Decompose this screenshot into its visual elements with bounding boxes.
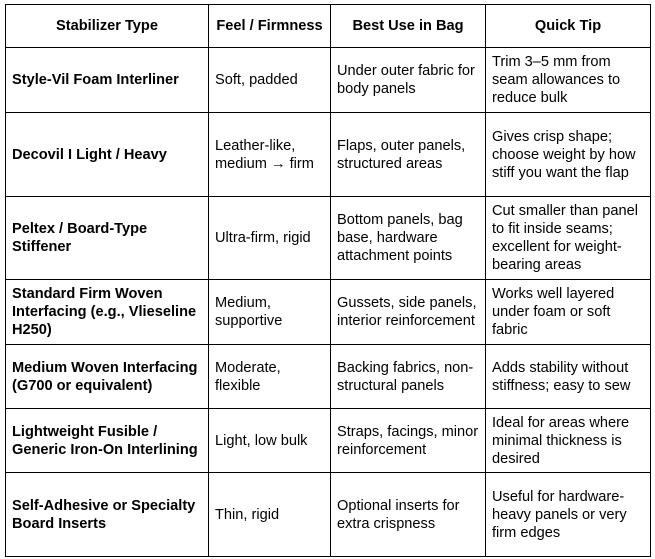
stabilizer-table (5, 4, 651, 557)
feel-cell: Thin, rigid (209, 473, 331, 557)
feel-cell: Leather-like, medium → firm (209, 113, 331, 197)
stabilizer-type-cell: Peltex / Board-Type Stiffener (6, 197, 209, 280)
quick-tip-cell: Works well layered under foam or soft fabric (486, 280, 651, 345)
table-row (6, 197, 651, 280)
feel-cell: Moderate, flexible (209, 345, 331, 409)
quick-tip-cell: Useful for hardware-heavy panels or very firm edges (486, 473, 651, 557)
best-use-cell: Optional inserts for extra crispness (331, 473, 486, 557)
best-use-cell: Straps, facings, minor reinforcement (331, 409, 486, 473)
table-row (6, 409, 651, 473)
table-row (6, 280, 651, 345)
table-header-row (6, 5, 651, 48)
stabilizer-type-cell: Style-Vil Foam Interliner (6, 48, 209, 113)
feel-cell: Medium, supportive (209, 280, 331, 345)
quick-tip-cell: Adds stability without stiffness; easy to sew (486, 345, 651, 409)
stabilizer-type-cell: Decovil I Light / Heavy (6, 113, 209, 197)
table-row (6, 113, 651, 197)
column-header-quick-tip: Quick Tip (486, 5, 651, 48)
feel-cell: Soft, padded (209, 48, 331, 113)
quick-tip-cell: Trim 3–5 mm from seam allowances to reduce bulk (486, 48, 651, 113)
best-use-cell: Bottom panels, bag base, hardware attachment points (331, 197, 486, 280)
quick-tip-cell: Cut smaller than panel to fit inside seams; excellent for weight-bearing areas (486, 197, 651, 280)
best-use-cell: Flaps, outer panels, structured areas (331, 113, 486, 197)
table-row (6, 345, 651, 409)
stabilizer-type-cell: Lightweight Fusible / Generic Iron-On Interlining (6, 409, 209, 473)
table-row (6, 48, 651, 113)
table-row (6, 473, 651, 557)
stabilizer-type-cell: Self-Adhesive or Specialty Board Inserts (6, 473, 209, 557)
feel-cell: Light, low bulk (209, 409, 331, 473)
best-use-cell: Gussets, side panels, interior reinforcement (331, 280, 486, 345)
column-header-best-use: Best Use in Bag (331, 5, 486, 48)
feel-cell: Ultra-firm, rigid (209, 197, 331, 280)
column-header-feel-firmness: Feel / Firmness (209, 5, 331, 48)
stabilizer-type-cell: Standard Firm Woven Interfacing (e.g., Vlieseline H250) (6, 280, 209, 345)
column-header-stabilizer-type: Stabilizer Type (6, 5, 209, 48)
stabilizer-type-cell: Medium Woven Interfacing (G700 or equivalent) (6, 345, 209, 409)
quick-tip-cell: Ideal for areas where minimal thickness is desired (486, 409, 651, 473)
stabilizer-table-container (5, 4, 651, 557)
best-use-cell: Under outer fabric for body panels (331, 48, 486, 113)
best-use-cell: Backing fabrics, non-structural panels (331, 345, 486, 409)
quick-tip-cell: Gives crisp shape; choose weight by how stiff you want the flap (486, 113, 651, 197)
